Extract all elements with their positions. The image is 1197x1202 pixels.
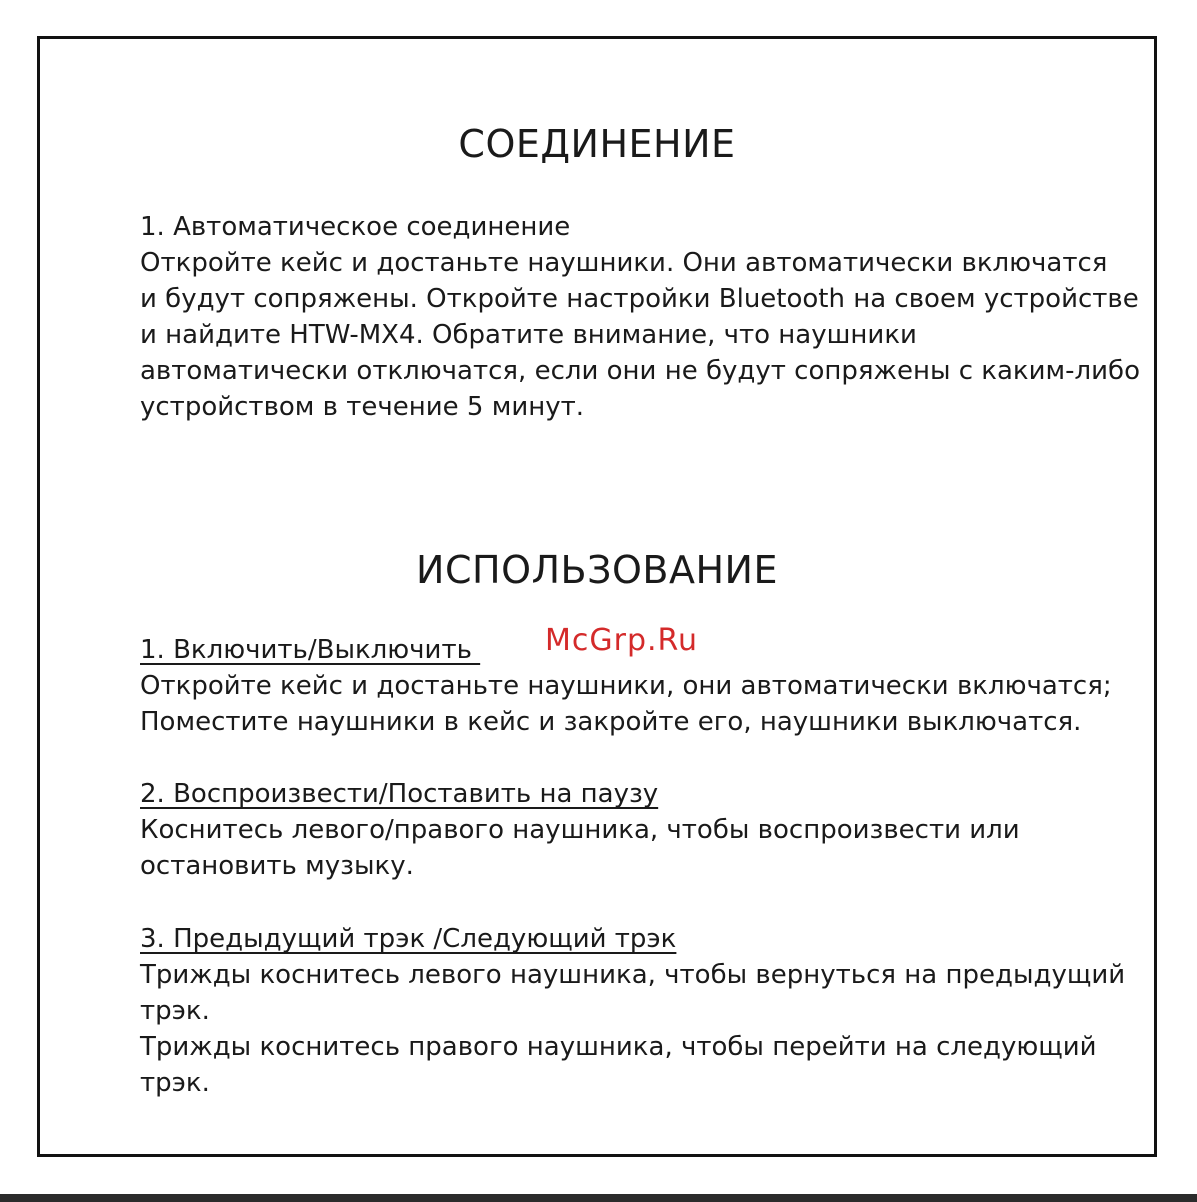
- section-title-usage: ИСПОЛЬЗОВАНИЕ: [416, 548, 778, 592]
- play-pause-heading: 2. Воспроизвести/Поставить на паузу: [140, 779, 659, 809]
- auto-connect-line: устройством в течение 5 минут.: [140, 392, 585, 422]
- power-line: Откройте кейс и достаньте наушники, они автоматически включатся;: [140, 671, 1112, 701]
- auto-connect-block: [140, 209, 1180, 425]
- power-line: Поместите наушники в кейс и закройте его, наушники выключатся.: [140, 707, 1082, 737]
- play-pause-block: [140, 776, 1180, 884]
- auto-connect-line: автоматически отключатся, если они не будут сопряжены с каким-либо: [140, 356, 1140, 386]
- auto-connect-line: и будут сопряжены. Откройте настройки Bluetooth на своем устройстве: [140, 284, 1139, 314]
- track-line: Трижды коснитесь правого наушника, чтобы перейти на следующий: [140, 1032, 1097, 1062]
- track-heading: 3. Предыдущий трэк /Следующий трэк: [140, 924, 677, 954]
- page-frame: [37, 36, 1157, 1157]
- track-line: Трижды коснитесь левого наушника, чтобы вернуться на предыдущий: [140, 960, 1126, 990]
- power-heading: 1. Включить/Выключить: [140, 635, 481, 665]
- auto-connect-line: Откройте кейс и достаньте наушники. Они автоматически включатся: [140, 248, 1108, 278]
- track-line: трэк.: [140, 996, 210, 1026]
- watermark-text: McGrp.Ru: [545, 623, 699, 658]
- section-title-connection: СОЕДИНЕНИЕ: [458, 122, 736, 166]
- bottom-divider: [0, 1194, 1197, 1202]
- auto-connect-line: и найдите HTW-MX4. Обратите внимание, что наушники: [140, 320, 917, 350]
- track-block: [140, 921, 1180, 1101]
- play-pause-line: остановить музыку.: [140, 851, 414, 881]
- play-pause-line: Коснитесь левого/правого наушника, чтобы воспроизвести или: [140, 815, 1020, 845]
- auto-connect-heading: 1. Автоматическое соединение: [140, 212, 571, 242]
- track-line: трэк.: [140, 1068, 210, 1098]
